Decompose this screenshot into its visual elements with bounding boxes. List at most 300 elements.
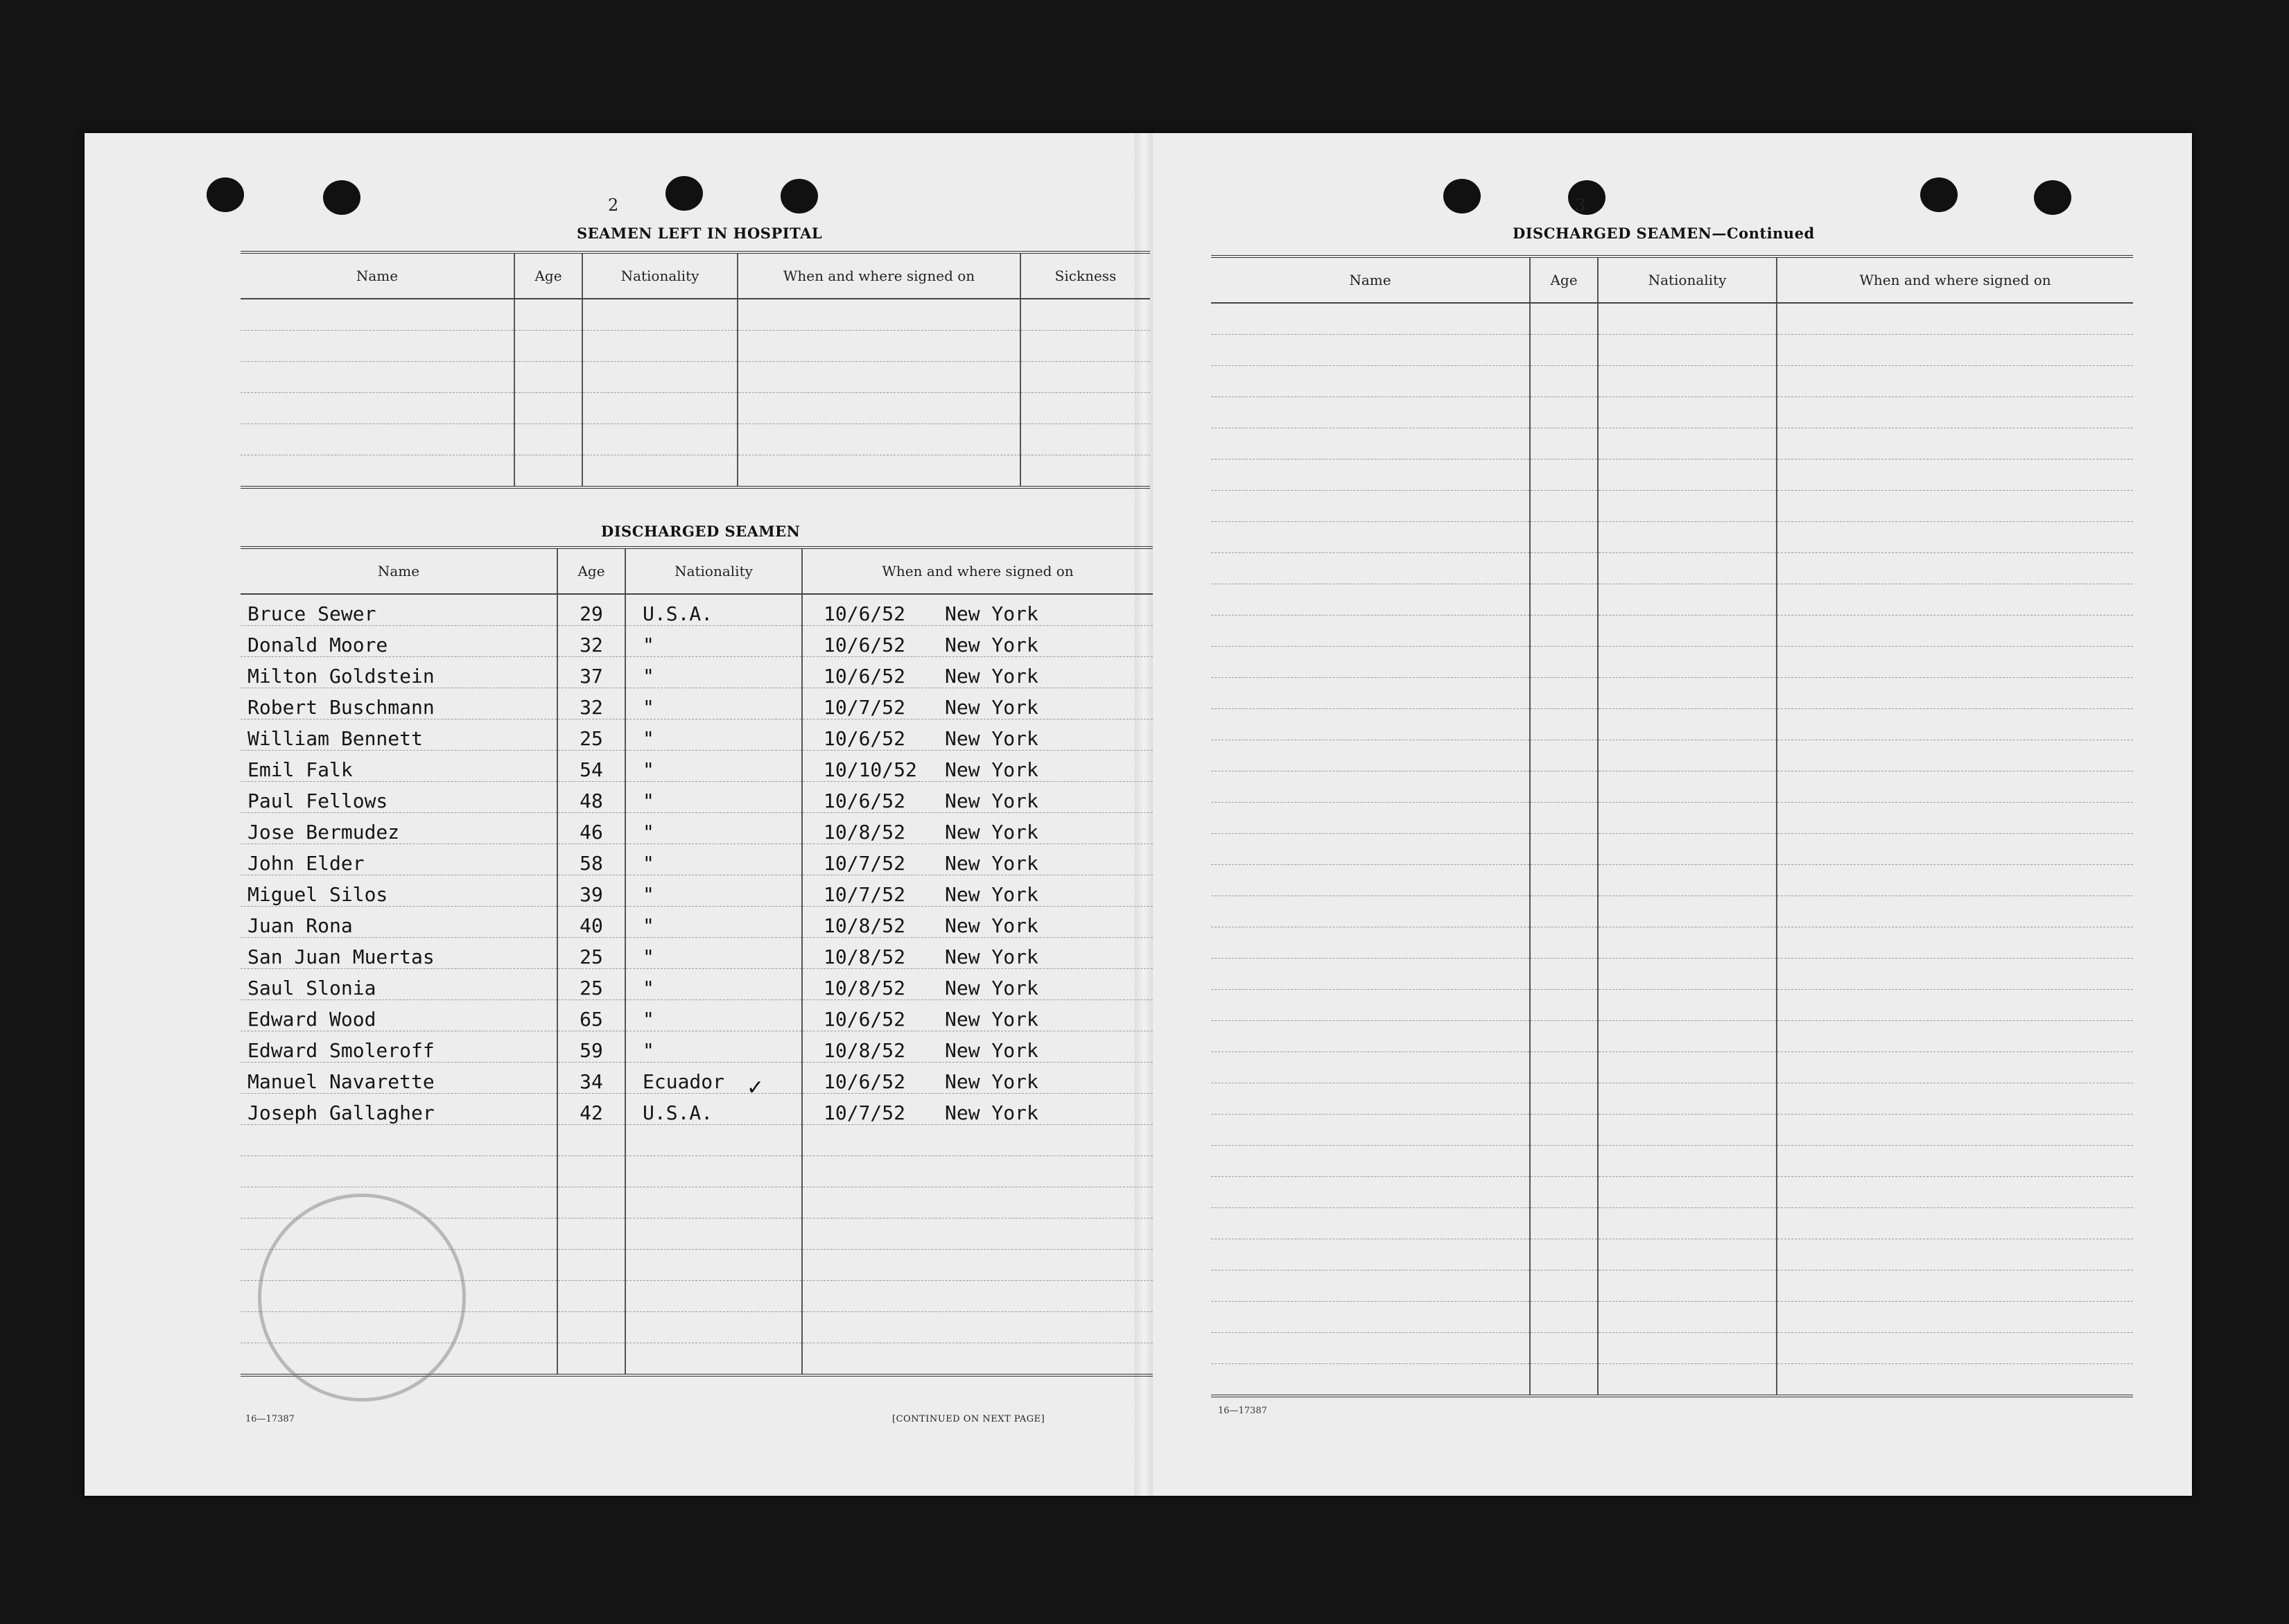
blank-cell [802, 1250, 1153, 1281]
blank-cell [802, 1281, 1153, 1312]
col-when-where: When and where signed on [802, 548, 1153, 594]
blank-cell [1530, 771, 1598, 803]
seaman-nationality: " [625, 844, 802, 875]
blank-cell [557, 1219, 625, 1250]
seaman-signed-on [802, 844, 1153, 875]
table-row [1211, 959, 2133, 990]
table-row [241, 299, 1150, 331]
blank-cell [557, 1187, 625, 1219]
col-sickness: Sickness [1020, 252, 1150, 299]
blank-cell [1777, 678, 2133, 709]
table-row [241, 688, 1153, 719]
blank-cell [1211, 865, 1530, 896]
col-name: Name [241, 548, 557, 594]
signed-on-date: 10/6/52 [824, 1008, 906, 1031]
signed-on-place: New York [945, 758, 1038, 781]
seaman-nationality: " [625, 813, 802, 844]
blank-cell [1211, 1115, 1530, 1146]
blank-cell [802, 1187, 1153, 1219]
blank-cell [802, 1125, 1153, 1156]
blank-cell [1211, 1239, 1530, 1271]
blank-cell [1598, 335, 1777, 366]
form-number: 16—17387 [245, 1414, 295, 1424]
seaman-signed-on [802, 626, 1153, 657]
signed-on-place: New York [945, 821, 1038, 844]
table-row [241, 1156, 1153, 1187]
blank-cell [1777, 771, 2133, 803]
signed-on-place: New York [945, 1008, 1038, 1031]
blank-cell [1598, 896, 1777, 927]
blank-cell [1777, 1115, 2133, 1146]
seaman-age: 58 [557, 844, 625, 875]
blank-cell [1598, 1083, 1777, 1115]
seaman-nationality: " [625, 875, 802, 907]
table-row [1211, 709, 2133, 740]
blank-cell [1598, 1333, 1777, 1364]
table-row [241, 455, 1150, 488]
left-page [154, 133, 1145, 1496]
blank-cell [1777, 990, 2133, 1021]
blank-cell [1211, 460, 1530, 491]
table-row [241, 719, 1153, 751]
seaman-age: 39 [557, 875, 625, 907]
signed-on-place: New York [945, 696, 1038, 719]
seaman-name: Bruce Sewer [241, 594, 557, 626]
blank-cell [625, 1343, 802, 1376]
blank-cell [1530, 678, 1598, 709]
blank-cell [1211, 491, 1530, 522]
table-row [1211, 460, 2133, 491]
blank-cell [1530, 1146, 1598, 1177]
signed-on-place: New York [945, 883, 1038, 906]
blank-cell [1530, 803, 1598, 834]
seaman-signed-on [802, 1094, 1153, 1125]
blank-cell [1598, 1146, 1777, 1177]
table-row [1211, 1239, 2133, 1271]
table-row [1211, 1021, 2133, 1052]
seaman-signed-on [802, 1031, 1153, 1063]
signed-on-date: 10/8/52 [824, 914, 906, 937]
blank-cell [1211, 678, 1530, 709]
seaman-name: Juan Rona [241, 907, 557, 938]
seaman-name: Robert Buschmann [241, 688, 557, 719]
blank-cell [1598, 709, 1777, 740]
signed-on-place: New York [945, 852, 1038, 875]
signed-on-place: New York [945, 945, 1038, 968]
blank-cell [1211, 709, 1530, 740]
hospital-header-row [241, 252, 1150, 299]
blank-cell [1598, 1271, 1777, 1302]
hospital-table [241, 251, 1150, 489]
blank-cell [1777, 1271, 2133, 1302]
signed-on-date: 10/8/52 [824, 945, 906, 968]
blank-cell [1211, 428, 1530, 460]
blank-cell [1777, 584, 2133, 615]
signed-on-date: 10/6/52 [824, 634, 906, 656]
seaman-name: Manuel Navarette [241, 1063, 557, 1094]
blank-cell [1777, 335, 2133, 366]
table-row [241, 907, 1153, 938]
table-row [241, 331, 1150, 362]
seaman-name: Edward Wood [241, 1000, 557, 1031]
seaman-nationality: " [625, 688, 802, 719]
blank-cell [1777, 1146, 2133, 1177]
blank-cell [1530, 647, 1598, 678]
blank-cell [1530, 1364, 1598, 1397]
seaman-age: 59 [557, 1031, 625, 1063]
table-row [241, 1000, 1153, 1031]
seaman-nationality: " [625, 1031, 802, 1063]
blank-cell [1530, 335, 1598, 366]
signed-on-place: New York [945, 634, 1038, 656]
blank-cell [1598, 428, 1777, 460]
blank-cell [1777, 803, 2133, 834]
table-row [1211, 553, 2133, 584]
signed-on-place: New York [945, 1039, 1038, 1062]
blank-cell [625, 1250, 802, 1281]
seaman-nationality: U.S.A. [625, 1094, 802, 1125]
table-row [1211, 303, 2133, 335]
blank-cell [557, 1312, 625, 1343]
table-row [1211, 1083, 2133, 1115]
seaman-age: 54 [557, 751, 625, 782]
blank-cell [1777, 1177, 2133, 1208]
table-row [241, 393, 1150, 424]
blank-cell [1598, 865, 1777, 896]
table-row [1211, 740, 2133, 771]
seaman-name: Jose Bermudez [241, 813, 557, 844]
blank-cell [1530, 927, 1598, 959]
col-when-where: When and where signed on [1777, 256, 2133, 303]
blank-cell [1530, 1239, 1598, 1271]
blank-cell [557, 1156, 625, 1187]
signed-on-date: 10/6/52 [824, 727, 906, 750]
blank-cell [1211, 522, 1530, 553]
signed-on-place: New York [945, 977, 1038, 999]
seaman-signed-on [802, 594, 1153, 626]
blank-cell [1598, 1239, 1777, 1271]
table-row [241, 751, 1153, 782]
signed-on-place: New York [945, 665, 1038, 688]
hospital-section-title: SEAMEN LEFT IN HOSPITAL [577, 225, 823, 242]
table-row [241, 1063, 1153, 1094]
discharged-header-row [241, 548, 1153, 594]
blank-cell [241, 1156, 557, 1187]
blank-cell [1211, 1146, 1530, 1177]
seaman-name: Milton Goldstein [241, 657, 557, 688]
blank-cell [1777, 460, 2133, 491]
seaman-signed-on [802, 782, 1153, 813]
seaman-age: 34 [557, 1063, 625, 1094]
blank-cell [1777, 303, 2133, 335]
blank-cell [1777, 1052, 2133, 1083]
blank-cell [1777, 1364, 2133, 1397]
seaman-signed-on [802, 875, 1153, 907]
table-row [1211, 647, 2133, 678]
seaman-signed-on [802, 1000, 1153, 1031]
blank-cell [1598, 678, 1777, 709]
table-row [1211, 584, 2133, 615]
blank-cell [1530, 303, 1598, 335]
blank-cell [1777, 1333, 2133, 1364]
blank-cell [1530, 491, 1598, 522]
table-row [241, 782, 1153, 813]
blank-cell [1530, 740, 1598, 771]
signed-on-place: New York [945, 727, 1038, 750]
table-row [1211, 397, 2133, 428]
page-number: 2 [608, 195, 619, 215]
seaman-name: Paul Fellows [241, 782, 557, 813]
seaman-age: 65 [557, 1000, 625, 1031]
signed-on-date: 10/8/52 [824, 1039, 906, 1062]
seaman-name: Emil Falk [241, 751, 557, 782]
seaman-age: 25 [557, 938, 625, 969]
seaman-nationality: " [625, 969, 802, 1000]
table-row [1211, 491, 2133, 522]
seaman-name: Saul Slonia [241, 969, 557, 1000]
blank-cell [1598, 740, 1777, 771]
table-row [1211, 1333, 2133, 1364]
seaman-age: 46 [557, 813, 625, 844]
signed-on-date: 10/6/52 [824, 1070, 906, 1093]
table-row [1211, 1052, 2133, 1083]
blank-cell [1598, 303, 1777, 335]
col-name: Name [1211, 256, 1530, 303]
continued-body [1211, 303, 2133, 1396]
seaman-signed-on [802, 907, 1153, 938]
seaman-name: San Juan Muertas [241, 938, 557, 969]
blank-cell [1777, 647, 2133, 678]
seal-stamp [258, 1194, 466, 1402]
signed-on-date: 10/8/52 [824, 977, 906, 999]
blank-cell [1211, 1083, 1530, 1115]
signed-on-date: 10/8/52 [824, 821, 906, 844]
blank-cell [1211, 397, 1530, 428]
blank-cell [1211, 303, 1530, 335]
blank-cell [1598, 491, 1777, 522]
blank-cell [1211, 1208, 1530, 1239]
blank-cell [1777, 366, 2133, 397]
blank-cell [1598, 397, 1777, 428]
seaman-signed-on [802, 938, 1153, 969]
col-name: Name [241, 252, 514, 299]
blank-cell [1777, 927, 2133, 959]
blank-cell [1211, 366, 1530, 397]
blank-cell [1598, 553, 1777, 584]
seaman-name: Donald Moore [241, 626, 557, 657]
blank-cell [1777, 1208, 2133, 1239]
seaman-nationality: " [625, 719, 802, 751]
blank-cell [1530, 959, 1598, 990]
blank-cell [1211, 740, 1530, 771]
blank-cell [802, 1156, 1153, 1187]
blank-cell [1211, 1364, 1530, 1397]
table-row [1211, 803, 2133, 834]
blank-cell [1598, 1052, 1777, 1083]
col-nationality: Nationality [1598, 256, 1777, 303]
blank-cell [1530, 865, 1598, 896]
blank-cell [1211, 990, 1530, 1021]
blank-cell [1598, 647, 1777, 678]
blank-cell [1777, 834, 2133, 865]
blank-cell [1777, 428, 2133, 460]
blank-cell [1211, 803, 1530, 834]
signed-on-date: 10/6/52 [824, 789, 906, 812]
signed-on-place: New York [945, 789, 1038, 812]
blank-cell [802, 1219, 1153, 1250]
blank-cell [1598, 1177, 1777, 1208]
blank-cell [625, 1156, 802, 1187]
continued-section-title: DISCHARGED SEAMEN—Continued [1513, 225, 1815, 242]
table-row [1211, 1364, 2133, 1397]
table-row [1211, 1271, 2133, 1302]
table-row [1211, 1177, 2133, 1208]
blank-cell [1598, 990, 1777, 1021]
table-row [241, 626, 1153, 657]
blank-cell [1530, 397, 1598, 428]
seaman-name: Miguel Silos [241, 875, 557, 907]
col-age: Age [557, 548, 625, 594]
document-sheet [85, 133, 2192, 1496]
blank-cell [1777, 896, 2133, 927]
blank-cell [802, 1312, 1153, 1343]
seaman-nationality: " [625, 938, 802, 969]
table-row [1211, 335, 2133, 366]
blank-cell [1598, 1115, 1777, 1146]
right-page [1211, 133, 2223, 1496]
seaman-age: 48 [557, 782, 625, 813]
blank-cell [1777, 1083, 2133, 1115]
blank-cell [1211, 927, 1530, 959]
col-when-where: When and where signed on [738, 252, 1020, 299]
seaman-age: 40 [557, 907, 625, 938]
blank-cell [1211, 896, 1530, 927]
table-row [241, 424, 1150, 455]
table-row [241, 969, 1153, 1000]
signed-on-place: New York [945, 602, 1038, 625]
seaman-signed-on [802, 969, 1153, 1000]
blank-cell [1211, 335, 1530, 366]
blank-cell [1598, 522, 1777, 553]
table-row [1211, 927, 2133, 959]
blank-cell [1598, 1208, 1777, 1239]
blank-cell [1211, 1302, 1530, 1333]
continued-note: [CONTINUED ON NEXT PAGE] [892, 1414, 1045, 1424]
seaman-nationality: Ecuador [625, 1063, 802, 1094]
blank-cell [1598, 460, 1777, 491]
seaman-age: 32 [557, 688, 625, 719]
blank-cell [1530, 1115, 1598, 1146]
seaman-signed-on [802, 688, 1153, 719]
table-row [241, 875, 1153, 907]
blank-cell [1777, 1302, 2133, 1333]
seaman-name: Edward Smoleroff [241, 1031, 557, 1063]
blank-cell [1598, 771, 1777, 803]
seaman-nationality: " [625, 657, 802, 688]
blank-cell [1777, 709, 2133, 740]
table-row [1211, 896, 2133, 927]
blank-cell [625, 1281, 802, 1312]
blank-cell [1777, 740, 2133, 771]
signed-on-place: New York [945, 1101, 1038, 1124]
seaman-signed-on [802, 719, 1153, 751]
blank-cell [1211, 647, 1530, 678]
blank-cell [1530, 834, 1598, 865]
blank-cell [1211, 1333, 1530, 1364]
blank-cell [1530, 1271, 1598, 1302]
seaman-age: 29 [557, 594, 625, 626]
blank-cell [1211, 1177, 1530, 1208]
table-row [1211, 522, 2133, 553]
blank-cell [1530, 366, 1598, 397]
blank-cell [557, 1281, 625, 1312]
discharged-section-title: DISCHARGED SEAMEN [601, 523, 801, 540]
blank-cell [241, 1125, 557, 1156]
seaman-name: John Elder [241, 844, 557, 875]
blank-cell [1598, 1364, 1777, 1397]
blank-cell [625, 1125, 802, 1156]
table-row [241, 844, 1153, 875]
signed-on-date: 10/10/52 [824, 758, 917, 781]
blank-cell [557, 1125, 625, 1156]
blank-cell [1211, 1052, 1530, 1083]
table-row [241, 594, 1153, 626]
seaman-age: 42 [557, 1094, 625, 1125]
blank-cell [557, 1343, 625, 1376]
seaman-nationality: " [625, 626, 802, 657]
signed-on-date: 10/7/52 [824, 696, 906, 719]
table-row [241, 1031, 1153, 1063]
table-row [1211, 834, 2133, 865]
blank-cell [1530, 460, 1598, 491]
blank-cell [1777, 615, 2133, 647]
blank-cell [1777, 491, 2133, 522]
table-row [1211, 366, 2133, 397]
blank-cell [1211, 834, 1530, 865]
blank-cell [1530, 1052, 1598, 1083]
seaman-name: Joseph Gallagher [241, 1094, 557, 1125]
blank-cell [1211, 959, 1530, 990]
blank-cell [1777, 865, 2133, 896]
seaman-age: 37 [557, 657, 625, 688]
col-age: Age [514, 252, 582, 299]
blank-cell [1530, 1021, 1598, 1052]
blank-cell [1530, 1208, 1598, 1239]
blank-cell [1530, 1333, 1598, 1364]
table-row [1211, 678, 2133, 709]
blank-cell [1211, 1271, 1530, 1302]
table-row [1211, 990, 2133, 1021]
signed-on-date: 10/6/52 [824, 602, 906, 625]
blank-cell [1598, 1021, 1777, 1052]
blank-cell [1530, 522, 1598, 553]
blank-cell [1211, 615, 1530, 647]
blank-cell [1211, 584, 1530, 615]
blank-cell [557, 1250, 625, 1281]
check-mark-icon: ✓ [747, 1076, 765, 1100]
blank-cell [1530, 896, 1598, 927]
seaman-signed-on [802, 657, 1153, 688]
blank-cell [1211, 1021, 1530, 1052]
seaman-nationality: " [625, 782, 802, 813]
blank-cell [1598, 959, 1777, 990]
seaman-nationality: U.S.A. [625, 594, 802, 626]
blank-cell [1530, 615, 1598, 647]
blank-cell [1211, 553, 1530, 584]
blank-cell [1598, 834, 1777, 865]
seaman-signed-on [802, 813, 1153, 844]
blank-cell [1211, 771, 1530, 803]
